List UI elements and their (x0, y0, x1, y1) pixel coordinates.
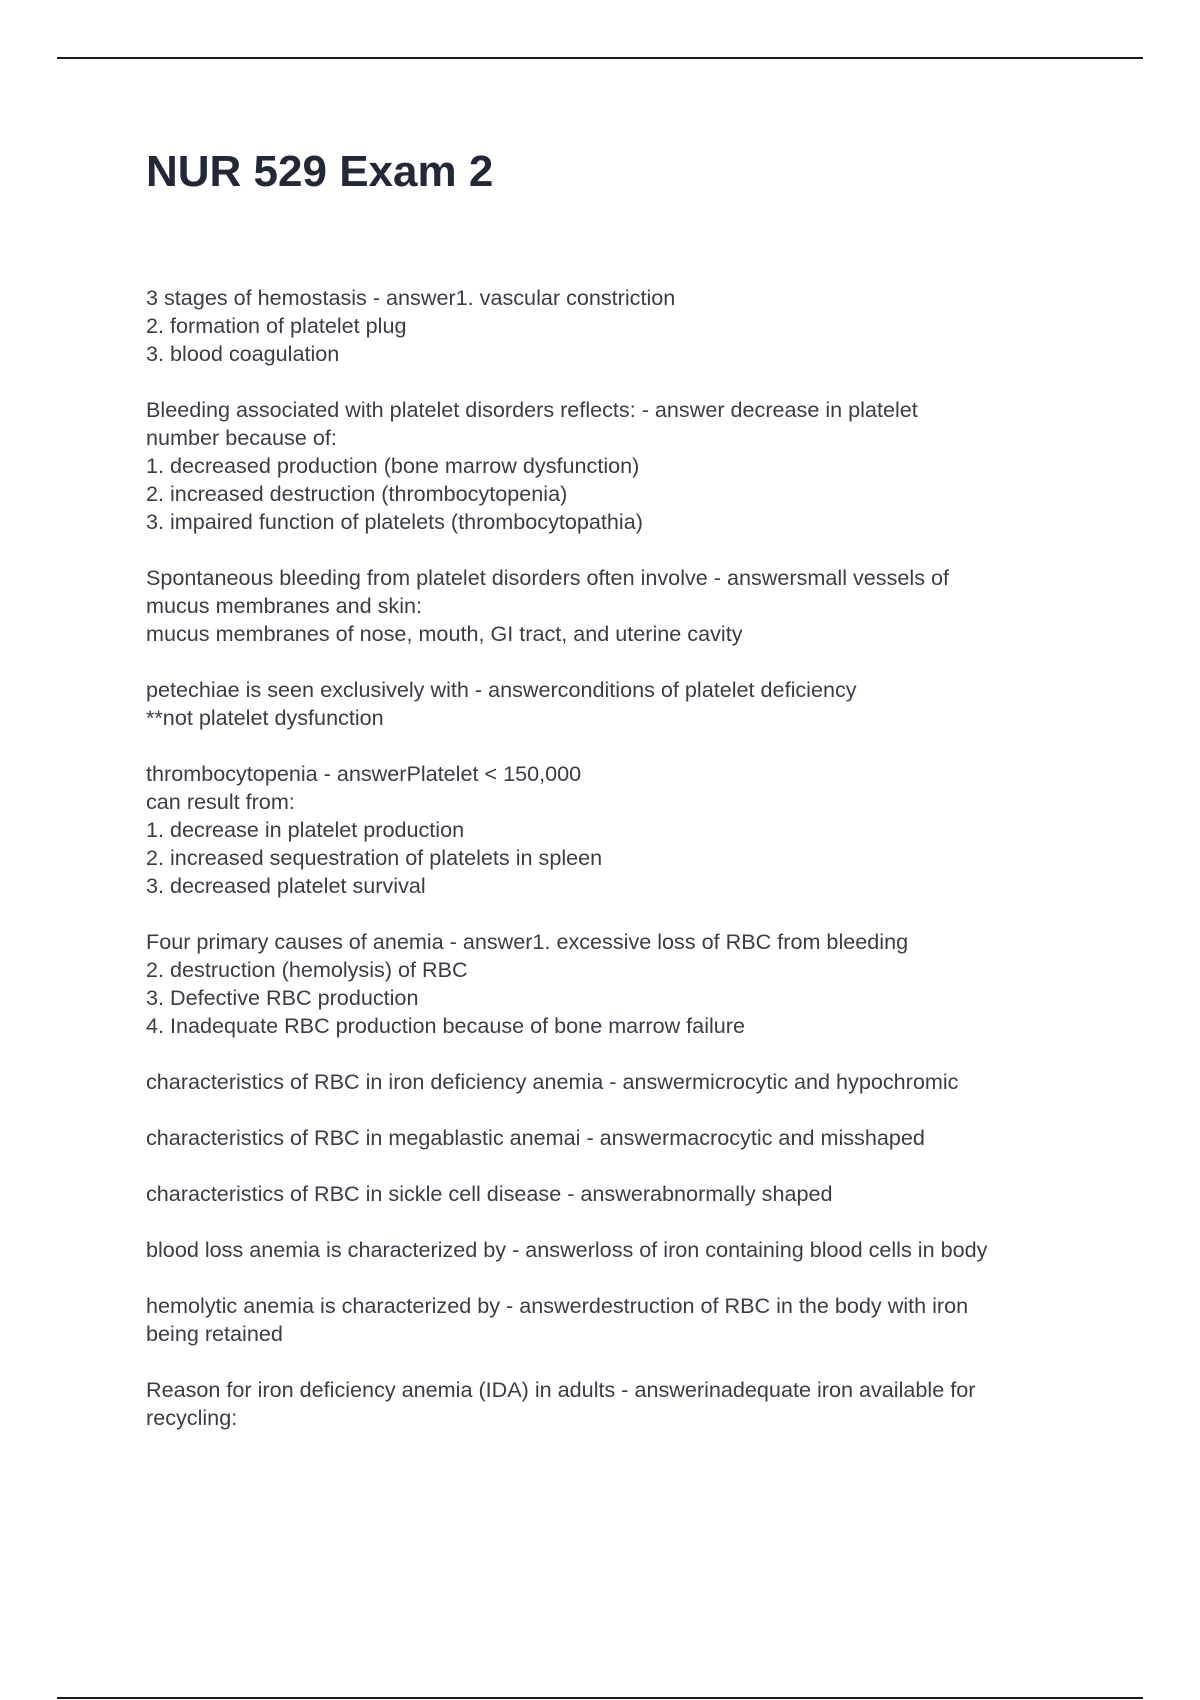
qa-entry (146, 928, 1096, 1040)
qa-line: 3. impaired function of platelets (thrombocytopathia) (146, 509, 643, 534)
qa-line: characteristics of RBC in iron deficiency anemia - answermicrocytic and hypochromic (146, 1069, 959, 1094)
qa-line: can result from: (146, 789, 295, 814)
qa-line: 3. blood coagulation (146, 341, 340, 366)
qa-line: 1. decreased production (bone marrow dysfunction) (146, 453, 640, 478)
qa-line: blood loss anemia is characterized by - answerloss of iron containing blood cells in body (146, 1237, 988, 1262)
qa-entry (146, 564, 1096, 648)
qa-line: characteristics of RBC in megablastic anemai - answermacrocytic and misshaped (146, 1125, 925, 1150)
qa-line: mucus membranes of nose, mouth, GI tract, and uterine cavity (146, 621, 743, 646)
qa-line: 3. Defective RBC production (146, 985, 419, 1010)
qa-entry (146, 676, 1096, 732)
qa-line: thrombocytopenia - answerPlatelet < 150,000 (146, 761, 582, 786)
qa-list (146, 284, 1096, 1460)
qa-line: 1. decrease in platelet production (146, 817, 465, 842)
qa-line: number because of: (146, 425, 337, 450)
qa-line: 2. formation of platelet plug (146, 313, 407, 338)
bottom-divider (57, 1697, 1143, 1699)
qa-entry (146, 1292, 1096, 1348)
qa-line: petechiae is seen exclusively with - answerconditions of platelet deficiency (146, 677, 857, 702)
top-divider (57, 57, 1143, 59)
qa-entry (146, 1180, 1096, 1208)
qa-line: mucus membranes and skin: (146, 593, 423, 618)
qa-line: 3 stages of hemostasis - answer1. vascular constriction (146, 285, 676, 310)
qa-line: 4. Inadequate RBC production because of bone marrow failure (146, 1013, 745, 1038)
qa-line: 2. destruction (hemolysis) of RBC (146, 957, 468, 982)
qa-entry (146, 396, 1096, 536)
qa-line: being retained (146, 1321, 283, 1346)
qa-line: characteristics of RBC in sickle cell disease - answerabnormally shaped (146, 1181, 833, 1206)
qa-entry (146, 284, 1096, 368)
page-title: NUR 529 Exam 2 (146, 147, 494, 196)
qa-entry (146, 1236, 1096, 1264)
qa-line: hemolytic anemia is characterized by - answerdestruction of RBC in the body with iron (146, 1293, 969, 1318)
qa-line: Spontaneous bleeding from platelet disorders often involve - answersmall vessels of (146, 565, 949, 590)
qa-line: Reason for iron deficiency anemia (IDA) in adults - answerinadequate iron available for (146, 1377, 976, 1402)
qa-line: 2. increased destruction (thrombocytopenia) (146, 481, 568, 506)
qa-entry (146, 1124, 1096, 1152)
qa-line: Four primary causes of anemia - answer1. excessive loss of RBC from bleeding (146, 929, 909, 954)
qa-line: 2. increased sequestration of platelets in spleen (146, 845, 603, 870)
qa-entry (146, 760, 1096, 900)
qa-line: recycling: (146, 1405, 238, 1430)
qa-line: **not platelet dysfunction (146, 705, 384, 730)
qa-line: 3. decreased platelet survival (146, 873, 426, 898)
qa-entry (146, 1068, 1096, 1096)
qa-entry (146, 1376, 1096, 1432)
qa-line: Bleeding associated with platelet disorders reflects: - answer decrease in platelet (146, 397, 918, 422)
